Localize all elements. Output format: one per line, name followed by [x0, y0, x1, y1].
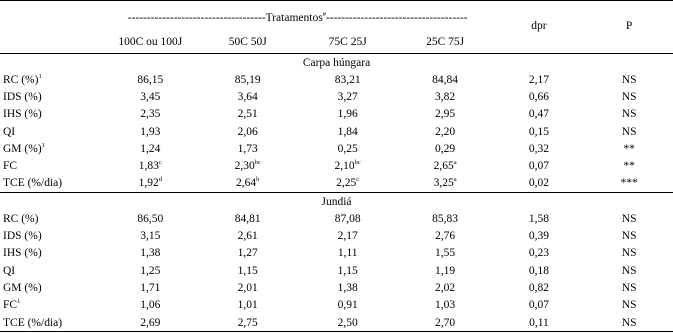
value-text: 1,15	[337, 264, 358, 277]
value-cell	[298, 245, 398, 262]
value-text: 3,15	[140, 230, 161, 243]
section-row	[0, 54, 673, 72]
value-text: 2,76	[435, 230, 456, 243]
value-cell	[298, 262, 398, 279]
row-label	[0, 157, 103, 174]
p-cell: ***	[620, 177, 638, 190]
value-cell	[103, 279, 198, 296]
section-row	[0, 193, 673, 211]
row-label-text: IHS (%)	[3, 247, 42, 260]
dpr-cell: 0,23	[528, 247, 549, 260]
value-cell	[298, 71, 398, 88]
p-cell: NS	[621, 281, 637, 294]
value-text: 1,15	[237, 264, 258, 277]
row-label-text: FC	[3, 160, 18, 173]
value-cell	[398, 157, 493, 174]
value-cell	[298, 157, 398, 174]
table-row	[0, 71, 673, 88]
value-cell	[198, 140, 298, 157]
table-row	[0, 123, 673, 140]
dpr-cell: 0,82	[528, 281, 549, 294]
significance-letter: c	[356, 176, 360, 184]
dpr-cell: 0,02	[528, 177, 549, 190]
row-label	[0, 314, 103, 332]
row-label-footnote: 1	[41, 141, 45, 149]
row-label	[0, 210, 103, 227]
p-cell: NS	[621, 108, 637, 121]
value-cell	[103, 157, 198, 174]
value-cell	[298, 140, 398, 157]
significance-letter: bc	[254, 159, 261, 167]
value-text: 2,30	[234, 160, 255, 173]
row-label-text: FC	[3, 299, 18, 312]
value-text: 2,35	[140, 108, 161, 121]
value-cell	[298, 175, 398, 193]
value-text: 1,55	[435, 247, 456, 260]
p-cell: NS	[621, 264, 637, 277]
value-cell	[198, 106, 298, 123]
table-row	[0, 175, 673, 193]
section-title: Jundiá	[0, 193, 673, 211]
value-cell	[398, 262, 493, 279]
value-cell	[398, 297, 493, 314]
value-text: 2,25	[336, 177, 357, 190]
table-row	[0, 297, 673, 314]
table-row	[0, 227, 673, 244]
table-row	[0, 210, 673, 227]
value-text: 2,70	[435, 316, 456, 329]
treatments-group-dashes: -------------------------------------	[325, 12, 468, 24]
dpr-cell: 0,07	[528, 299, 549, 312]
value-cell	[398, 210, 493, 227]
value-cell	[298, 314, 398, 332]
value-text: 3,27	[337, 90, 358, 103]
value-cell	[298, 297, 398, 314]
value-text: 86,15	[137, 73, 164, 86]
value-cell	[198, 297, 298, 314]
row-label-text: QI	[3, 125, 16, 138]
value-text: 1,73	[237, 142, 258, 155]
value-cell	[398, 279, 493, 296]
value-text: 1,27	[237, 247, 258, 260]
row-label-text: IDS (%)	[3, 230, 42, 243]
value-text: 2,20	[435, 125, 456, 138]
value-text: 1,38	[337, 281, 358, 294]
value-cell	[398, 88, 493, 105]
header-p: P	[625, 20, 633, 32]
row-label-text: GM (%)	[3, 281, 42, 294]
value-text: 2,10	[334, 160, 355, 173]
value-cell	[398, 71, 493, 88]
value-text: 1,71	[140, 281, 161, 294]
header-col-3: 75C 25J	[328, 36, 367, 48]
value-text: 2,65	[433, 160, 454, 173]
p-cell: NS	[621, 247, 637, 260]
table-row	[0, 314, 673, 332]
value-text: 0,25	[337, 142, 358, 155]
p-cell: NS	[621, 230, 637, 243]
value-text: 1,93	[140, 125, 161, 138]
table-row	[0, 88, 673, 105]
significance-letter: bc	[354, 159, 361, 167]
dpr-cell: 0,18	[528, 264, 549, 277]
value-text: 84,81	[234, 212, 261, 225]
value-cell	[198, 123, 298, 140]
table-row	[0, 245, 673, 262]
header-dpr: dpr	[531, 20, 547, 32]
value-text: 1,92	[138, 177, 159, 190]
value-text: 86,50	[137, 212, 164, 225]
value-cell	[103, 262, 198, 279]
value-cell	[298, 227, 398, 244]
row-label	[0, 123, 103, 140]
value-cell	[198, 210, 298, 227]
value-text: 1,01	[237, 299, 258, 312]
p-cell: NS	[621, 125, 637, 138]
row-label-footnote: 1	[38, 72, 42, 80]
value-text: 2,95	[435, 108, 456, 121]
value-cell	[398, 245, 493, 262]
value-cell	[298, 123, 398, 140]
p-cell: NS	[621, 73, 637, 86]
value-cell	[398, 140, 493, 157]
value-text: 1,25	[140, 264, 161, 277]
dpr-cell: 0,47	[528, 108, 549, 121]
row-label-text: TCE (%/dia)	[3, 177, 63, 190]
value-text: 1,11	[337, 247, 358, 260]
value-text: 1,03	[435, 299, 456, 312]
row-label-footnote: 1	[17, 298, 21, 306]
value-text: 3,45	[140, 90, 161, 103]
value-cell	[103, 245, 198, 262]
value-cell	[398, 175, 493, 193]
value-cell	[198, 71, 298, 88]
row-label	[0, 88, 103, 105]
value-text: 83,21	[334, 73, 361, 86]
value-cell	[198, 279, 298, 296]
table-row	[0, 157, 673, 174]
value-text: 1,06	[140, 299, 161, 312]
treatments-group-header	[103, 4, 493, 24]
section-title: Carpa húngara	[0, 54, 673, 72]
value-text: 85,19	[234, 73, 261, 86]
value-cell	[103, 227, 198, 244]
row-label-text: IHS (%)	[3, 108, 42, 121]
dpr-cell: 0,15	[528, 125, 549, 138]
value-cell	[198, 227, 298, 244]
p-cell: NS	[621, 90, 637, 103]
row-label-text: IDS (%)	[3, 90, 42, 103]
row-label	[0, 227, 103, 244]
value-cell	[103, 314, 198, 332]
table-body	[0, 54, 673, 332]
dpr-cell: 0,32	[528, 142, 549, 155]
row-label	[0, 106, 103, 123]
value-cell	[198, 88, 298, 105]
value-text: 1,84	[337, 125, 358, 138]
value-cell	[398, 123, 493, 140]
value-text: 3,64	[237, 90, 258, 103]
value-text: 2,64	[236, 177, 257, 190]
table-header	[0, 1, 673, 54]
value-text: 2,17	[337, 230, 358, 243]
significance-letter: c	[158, 159, 162, 167]
row-label	[0, 71, 103, 88]
value-cell	[298, 210, 398, 227]
row-label	[0, 279, 103, 296]
value-cell	[103, 88, 198, 105]
value-text: 1,96	[337, 108, 358, 121]
row-label	[0, 175, 103, 193]
value-text: 1,24	[140, 142, 161, 155]
value-text: 0,91	[337, 299, 358, 312]
value-text: 0,29	[435, 142, 456, 155]
value-text: 2,51	[237, 108, 258, 121]
row-label-text: RC (%)	[3, 212, 39, 225]
table-row	[0, 140, 673, 157]
value-cell	[398, 227, 493, 244]
treatments-group-sup: #	[322, 11, 326, 18]
header-col-4: 25C 75J	[426, 36, 465, 48]
value-cell	[103, 210, 198, 227]
row-label-text: QI	[3, 264, 16, 277]
table-row	[0, 279, 673, 296]
value-cell	[398, 106, 493, 123]
value-cell	[103, 71, 198, 88]
dpr-cell: 2,17	[528, 73, 549, 86]
value-text: 1,83	[138, 160, 159, 173]
p-cell: **	[623, 142, 635, 155]
value-text: 85,83	[432, 212, 459, 225]
p-cell: NS	[585, 314, 673, 332]
value-text: 84,84	[432, 73, 459, 86]
row-label	[0, 297, 103, 314]
header-blank-cell	[0, 4, 103, 48]
value-text: 1,38	[140, 247, 161, 260]
row-label	[0, 245, 103, 262]
row-label-text: RC (%)	[3, 73, 39, 86]
value-cell	[198, 314, 298, 332]
value-cell	[298, 106, 398, 123]
row-label	[0, 262, 103, 279]
significance-letter: a	[453, 176, 457, 184]
treatments-group-label: ------------------------------------Tratamentos	[127, 12, 323, 24]
p-cell: NS	[621, 299, 637, 312]
value-cell	[103, 140, 198, 157]
value-cell	[198, 262, 298, 279]
value-text: 2,75	[237, 316, 258, 329]
value-cell	[103, 106, 198, 123]
value-cell	[398, 314, 493, 332]
value-cell	[298, 279, 398, 296]
dpr-cell: 0,07	[528, 160, 549, 173]
row-label-text: TCE (%/dia)	[3, 316, 63, 329]
table-row	[0, 106, 673, 123]
dpr-cell: 0,66	[528, 90, 549, 103]
row-label	[0, 140, 103, 157]
dpr-cell: 1,58	[528, 212, 549, 225]
value-cell	[198, 157, 298, 174]
significance-letter: d	[158, 176, 162, 184]
value-cell	[198, 175, 298, 193]
value-cell	[103, 175, 198, 193]
p-cell: **	[623, 160, 635, 173]
value-text: 2,50	[337, 316, 358, 329]
value-text: 2,06	[237, 125, 258, 138]
value-cell	[198, 245, 298, 262]
value-cell	[103, 123, 198, 140]
value-cell	[298, 88, 398, 105]
significance-letter: b	[256, 176, 260, 184]
header-col-2: 50C 50J	[228, 36, 267, 48]
value-text: 87,08	[334, 212, 361, 225]
value-text: 2,61	[237, 230, 258, 243]
header-col-1: 100C ou 100J	[118, 36, 183, 48]
dpr-cell: 0,39	[528, 230, 549, 243]
row-label-text: GM (%)	[3, 142, 42, 155]
table-row	[0, 262, 673, 279]
dpr-cell: 0,11	[493, 314, 586, 332]
significance-letter: a	[453, 159, 457, 167]
value-text: 2,02	[435, 281, 456, 294]
value-text: 1,19	[435, 264, 456, 277]
value-text: 2,69	[140, 316, 161, 329]
value-cell	[103, 297, 198, 314]
value-text: 2,01	[237, 281, 258, 294]
value-text: 3,82	[435, 90, 456, 103]
value-text: 3,25	[433, 177, 454, 190]
p-cell: NS	[621, 212, 637, 225]
